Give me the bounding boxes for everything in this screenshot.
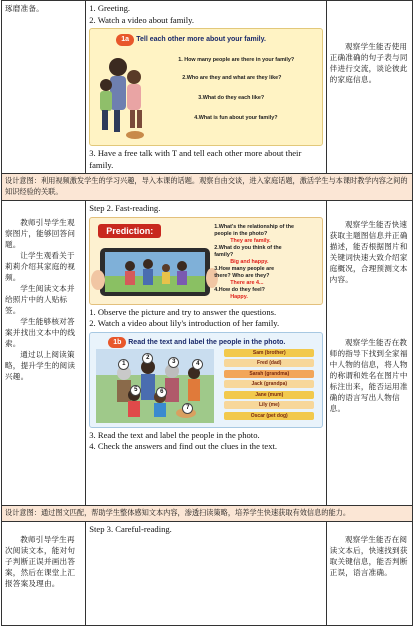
prediction-line: there? Who are they? bbox=[214, 272, 270, 279]
step-title: Step 2. Fast-reading. bbox=[89, 202, 161, 213]
step-line: 2. Watch a video about lily's introduction of her family. bbox=[89, 318, 280, 329]
prediction-line: There are 4... bbox=[230, 279, 264, 286]
question-line: 4.What is fun about your family? bbox=[194, 115, 278, 122]
label-people-image bbox=[89, 332, 322, 428]
number-marker: 1 bbox=[118, 359, 129, 370]
teacher-activity-cell bbox=[2, 521, 86, 625]
number-marker: 2 bbox=[142, 353, 153, 364]
teacher-activity-para: 学生能够核对答案并找出文本中的线索。 bbox=[5, 316, 76, 348]
step-line: 2. Watch a video about family. bbox=[89, 14, 195, 25]
design-intent-text: 设计意图：利用视频激发学生的学习兴趣，导入本课的话题。观察自由交谈，进入家庭话题，激活学生与本课时教学内容之间的知识经验的关联。 bbox=[5, 176, 408, 197]
student-activity-cell bbox=[86, 521, 326, 625]
assessment-text: 观察学生能否快速获取主题图信息并正确描述，能否根据图片和关键词快速大致介绍家庭概况，合理预测文本内容。 bbox=[329, 219, 408, 284]
teacher-activity-text: 琢磨准备。 bbox=[5, 4, 44, 13]
design-intent-cell bbox=[2, 505, 413, 521]
prediction-image bbox=[89, 217, 322, 305]
step-line: 1. Greeting. bbox=[89, 3, 131, 13]
number-marker: 3 bbox=[168, 357, 179, 368]
design-intent-text: 设计意图：通过图文匹配，帮助学生整体感知文本内容，渗透扫读策略，培养学生快速获取有效信息的能力。 bbox=[5, 507, 351, 517]
prediction-line: family? bbox=[214, 251, 234, 258]
design-intent-cell bbox=[2, 174, 413, 201]
teacher-activity-para: 教师引导学生观察图片，能够回答问题。 bbox=[5, 217, 76, 249]
design-intent-row bbox=[2, 174, 413, 201]
family-questions-image bbox=[89, 28, 322, 146]
teacher-activity-cell bbox=[2, 200, 86, 505]
panel-title: Tell each other more about your family. bbox=[136, 36, 266, 44]
prediction-line: people in the photo? bbox=[214, 230, 268, 237]
person-label: Fred (dad) bbox=[224, 359, 314, 367]
person-label: Sam (brother) bbox=[224, 349, 314, 357]
question-line: 2.Who are they and what are they like? bbox=[182, 75, 282, 82]
step-line: 1. Observe the picture and try to answer the questions. bbox=[89, 306, 277, 317]
panel-badge: 1a bbox=[116, 34, 134, 45]
prediction-title: Prediction: bbox=[98, 224, 161, 238]
teacher-activity-cell bbox=[2, 1, 86, 174]
table-row bbox=[2, 521, 413, 625]
family-illustration bbox=[90, 29, 320, 145]
number-marker: 5 bbox=[130, 385, 141, 396]
number-marker: 6 bbox=[156, 387, 167, 398]
prediction-line: 3.How many people are bbox=[214, 265, 275, 272]
student-activity-cell bbox=[86, 1, 326, 174]
step-line: 4. Check the answers and find out the clues in the text. bbox=[89, 441, 278, 452]
design-intent-row bbox=[2, 505, 413, 521]
teacher-activity-text: 教师引导学生再次阅读文本，能对句子判断正误并画出答案，然后在课堂上汇报答案及理由。 bbox=[5, 534, 76, 588]
assessment-text: 观察学生能否使用正确准确的句子表与同伴进行交流，谈论彼此的家庭信息。 bbox=[329, 42, 408, 84]
prediction-line: 4.How do they feel? bbox=[214, 286, 265, 293]
step-line: 3. Have a free talk with T and tell each other more about their family. bbox=[89, 148, 302, 170]
question-line: 3.What do they each like? bbox=[198, 95, 265, 102]
number-marker: 4 bbox=[192, 359, 203, 370]
number-marker: 7 bbox=[182, 403, 193, 414]
table-row bbox=[2, 1, 413, 174]
panel-badge: 1b bbox=[108, 337, 126, 348]
prediction-line: Big and happy. bbox=[230, 258, 269, 265]
prediction-line: 1.What's the relationship of the bbox=[214, 223, 295, 230]
teacher-activity-para: 通过以上阅读策略，提升学生的阅读兴趣。 bbox=[5, 349, 76, 381]
prediction-line: 2.What do you think of the bbox=[214, 244, 282, 251]
teacher-activity-para: 让学生观看关于莉莉介绍其家庭的视频。 bbox=[5, 250, 76, 282]
assessment-cell bbox=[326, 1, 412, 174]
prediction-line: They are family. bbox=[230, 237, 271, 244]
panel-title: Read the text and label the people in the photo. bbox=[128, 338, 286, 346]
question-line: 1. How many people are there in your family? bbox=[178, 57, 295, 64]
step-line: 3. Read the text and label the people in the photo. bbox=[89, 429, 260, 440]
person-label: Jack (grandpa) bbox=[224, 380, 314, 388]
assessment-cell bbox=[326, 521, 412, 625]
student-activity-cell bbox=[86, 200, 326, 505]
person-label: Oscar (pet dog) bbox=[224, 412, 314, 420]
lesson-plan-table bbox=[1, 0, 413, 626]
assessment-text: 观察学生能否在阅读文本后，快速找到获取关键信息，能否判断正误，语言准确。 bbox=[329, 534, 408, 577]
table-row bbox=[2, 200, 413, 505]
prediction-line: Happy. bbox=[230, 293, 248, 300]
person-label: Jane (mum) bbox=[224, 391, 314, 399]
assessment-text: 观察学生能否在教师的指导下找到全家福中人物的信息，将人物的称谓和姓名在图片中标注出来，能否运用准确的语言写出人物信息。 bbox=[329, 337, 408, 413]
teacher-activity-para: 学生阅读文本并给照片中的人贴标签。 bbox=[5, 283, 75, 315]
assessment-cell bbox=[326, 200, 412, 505]
person-label: Sarah (grandma) bbox=[224, 370, 314, 378]
step-title: Step 3. Careful-reading. bbox=[89, 523, 172, 534]
person-label: Lily (me) bbox=[224, 401, 314, 409]
